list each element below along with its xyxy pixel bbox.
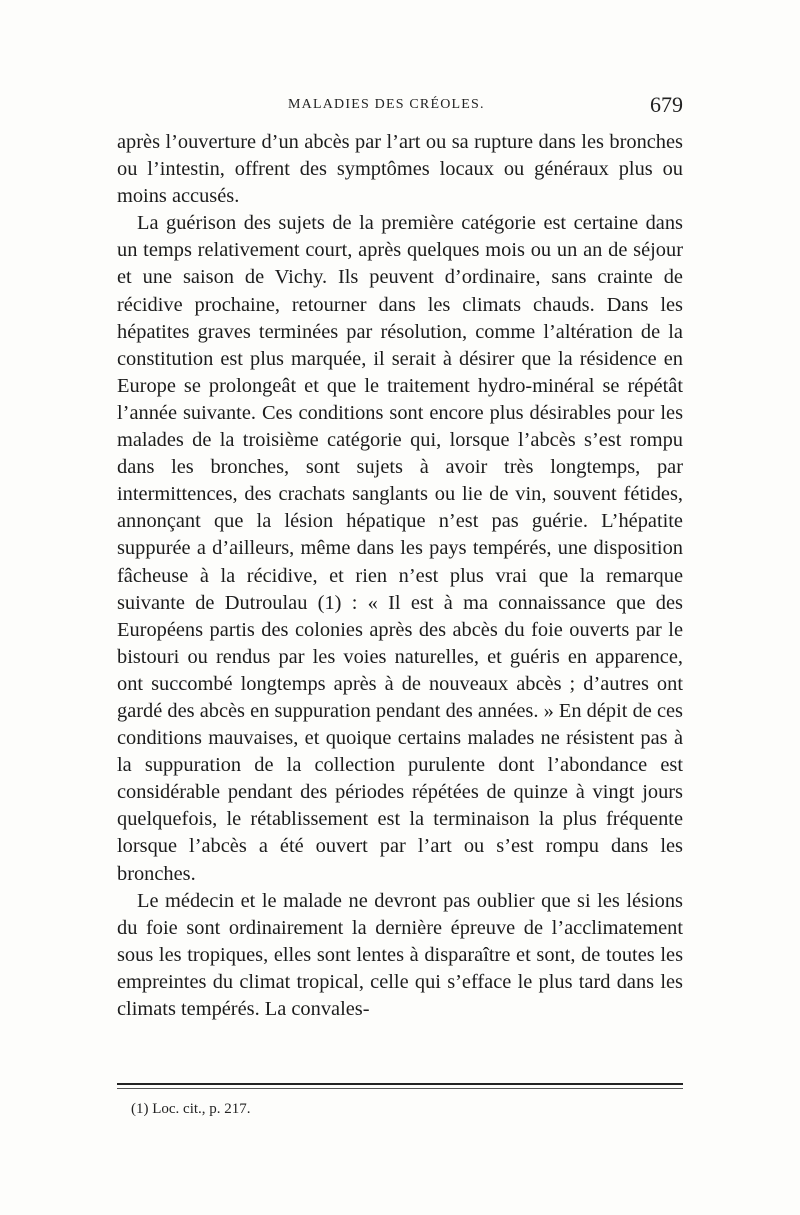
paragraph-continuation: après l’ouverture d’un abcès par l’art ou sa rupture dans les bronches ou l’intestin, offrent des symptômes locaux ou généraux plus ou moins accusés.	[117, 131, 683, 208]
footnote: (1) Loc. cit., p. 217.	[131, 1101, 251, 1117]
footnote-rule-thin	[117, 1088, 683, 1089]
paragraph: La guérison des sujets de la première catégorie est certaine dans un temps relativement court, après quelques mois ou un an de séjour et une saison de Vichy. Ils peuvent d’ordinaire, sans crainte de récidive prochaine, retourner dans les climats chauds. Dans les hépatites graves terminées par résolution, comme l’altération de la constitution est plus marquée, il serait à désirer que la résidence en Europe se prolongeât et que le traitement hydro-minéral se répétât l’année suivante. Ces conditions sont encore plus désirables pour les malades de la troisième catégorie qui, lorsque l’abcès s’est rompu dans les bronches, sont sujets à avoir très longtemps, par intermittences, des crachats sanglants ou lie de vin, souvent fétides, annonçant que la lésion hépatique n’est pas guérie. L’hépatite suppurée a d’ailleurs, même dans les pays tempérés, une disposition fâcheuse à la récidive, et rien n’est plus vrai que la remarque suivante de Dutroulau (1) : « Il est à ma connaissance que des Européens partis des colonies après des abcès du foie ouverts par le bistouri ou rendus par les voies naturelles, et guéris en apparence, ont succombé longtemps après à de nouveaux abcès ; d’autres ont gardé des abcès en suppuration pendant des années. » En dépit de ces conditions mauvaises, et quoique certains malades ne résistent pas à la suppuration de la collection purulente dont l’abondance est considérable pendant des périodes répétées de quinze à vingt jours quelquefois, le rétablissement est la terminaison la plus fréquente lorsque l’abcès a été ouvert par l’art ou s’est rompu dans les bronches.	[117, 212, 683, 885]
footnote-rule	[117, 1083, 683, 1085]
page-number: 679	[650, 92, 683, 117]
body-text	[117, 129, 683, 1023]
paragraph: Le médecin et le malade ne devront pas oublier que si les lésions du foie sont ordinairement la dernière épreuve de l’acclimatement sous les tropiques, elles sont lentes à disparaître et sont, de toutes les empreintes du climat tropical, celle qui s’efface le plus tard dans les climats tempérés. La convales-	[117, 889, 683, 1020]
running-title: MALADIES DES CRÉOLES.	[288, 97, 485, 112]
